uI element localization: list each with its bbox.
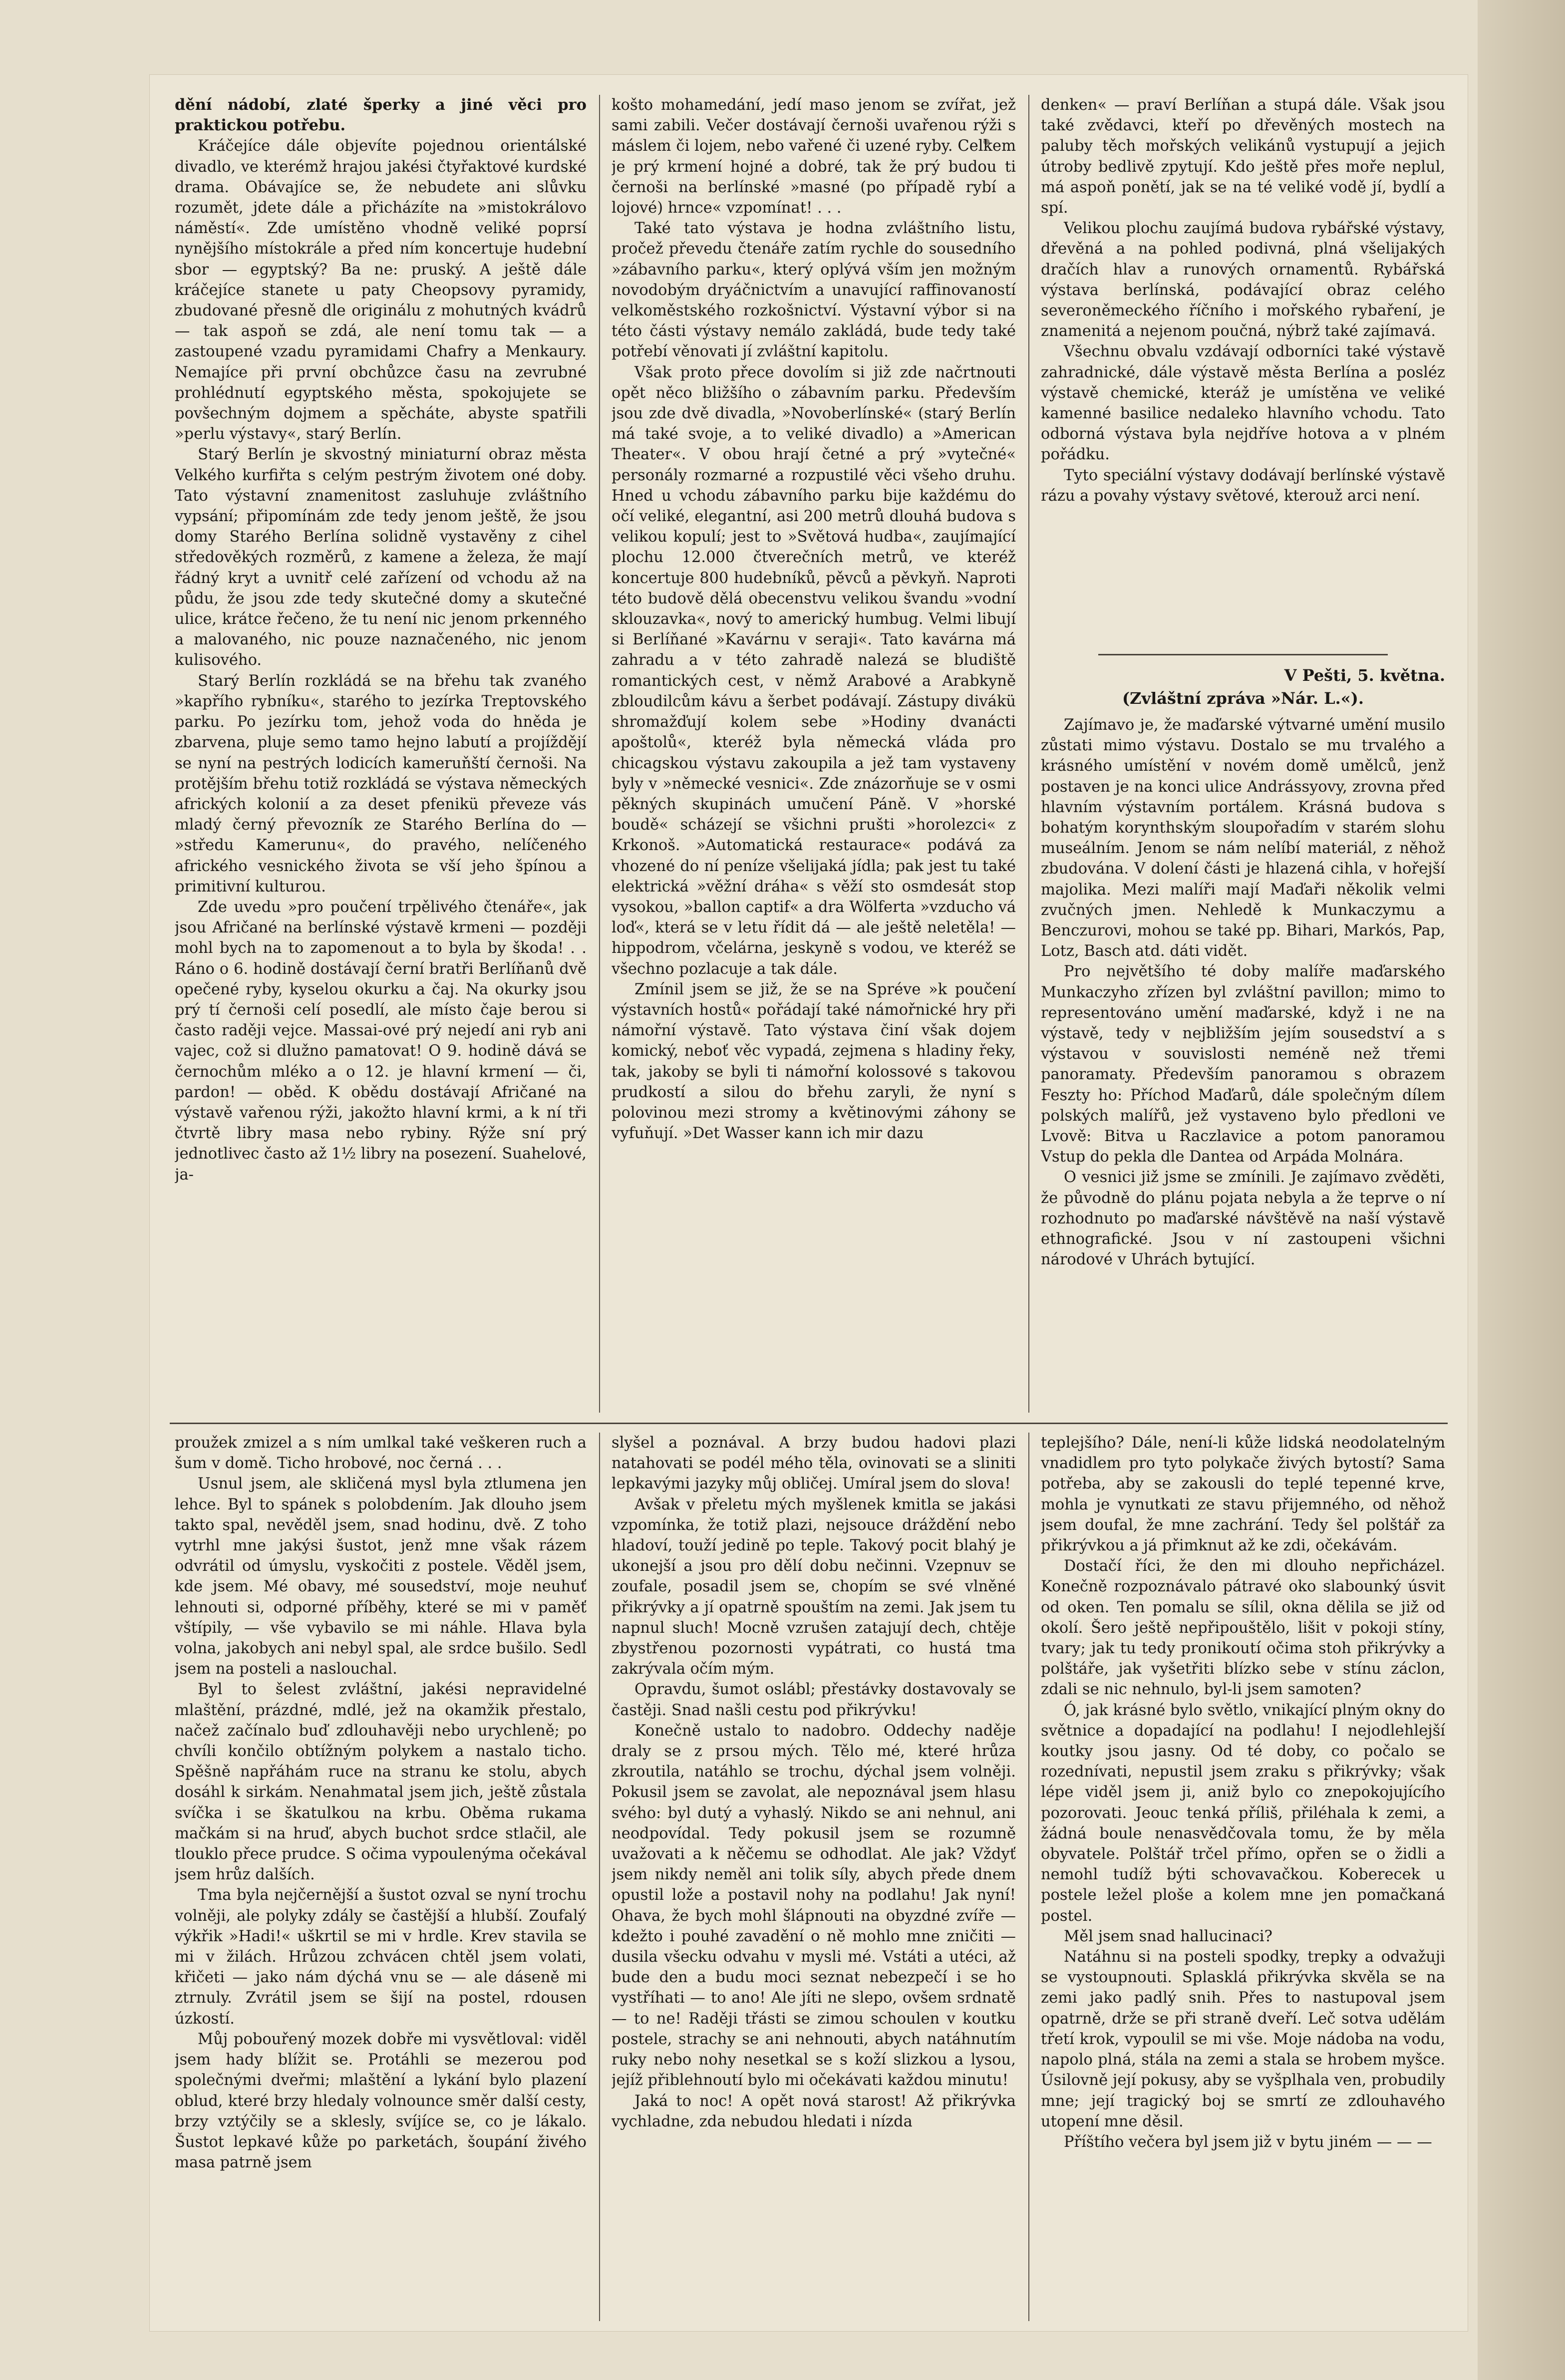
paragraph: Dostačí říci, že den mi dlouho nepřicházel. Konečně rozpoznávalo pátravé oko slabounký úsvit od oken. Ten pomalu se sílil, okna dělila se již od okolí. Šero ještě nepřipouštělo, lišit v pokoji stíny, tvary; jak tu tedy pronikoutí očima stoh přikrývky a polštáře, jak vyšetřiti blízko sebe v stínu záclon, zdali se nic nehnulo, byl-li jsem samoten? (1041, 1557, 1445, 1699)
feuilleton-column-3 (1041, 1433, 1445, 2321)
column-1-top (175, 95, 587, 1415)
paragraph: Všechnu obvalu vzdávají odborníci také výstavě zahradnické, dále výstavě města Berlína a posléz výstavě chemické, kteráž je umístěna ve veliké kamenné basilice nedaleko hlavního vchodu. Tato odborná výstava byla nejdříve hotova a v plném pořádku. (1041, 343, 1445, 464)
page-margin-shadow (1478, 0, 1565, 2380)
paragraph: Zajímavo je, že maďarské výtvarné umění musilo zůstati mimo výstavu. Dostalo se mu trvalého a krásného umístění v novém domě umělců, jenž postaven je na konci ulice Andrássyovy, zrovna před hlavním výstavním portálem. Krásná budova s bohatým korynthským sloupořadím v starém slohu museálním. Jenom se nám nelíbí materiál, z něhož zbudována. V dolení části je hlazená cihla, v hořejší majolika. Mezi malíři mají Maďaři několik velmi zvučných jmen. Nehledě k Munkaczymu a Benczurovi, mohou se také pp. Bihari, Markós, Pap, Lotz, Basch atd. dáti vidět. (1041, 716, 1445, 960)
paragraph: slyšel a poznával. A brzy budou hadovi plazi natahovati se podél mého těla, ovinovati se a sliniti lepkavými jazyky můj obličej. Umíral jsem do slova! (612, 1434, 1016, 1493)
paragraph: košto mohamedání, jedí maso jenom se zvířat, jež sami zabili. Večer dostávají černoši uvařenou rýži s máslem či lojem, nebo vařené či uzené ryby. Celkem je prý krmení hojné a dobré, tak že prý budou ti černoši na berlínské »masné (po případě rybí a lojové) hrnce« vzpomínat! . . . (612, 96, 1016, 217)
paragraph: Jaká to noc! A opět nová starost! Až přikrývka vychladne, zda nebudou hledati i nízda (612, 2092, 1016, 2130)
paragraph: dění nádobí, zlaté šperky a jiné věci pro praktickou potřebu. (175, 96, 587, 135)
paragraph: Měl jsem snad hallucinaci? (1064, 1927, 1273, 1945)
column-divider (599, 1433, 600, 2321)
column-divider (599, 95, 600, 1413)
column-divider (1028, 1433, 1029, 2321)
paragraph: Starý Berlín je skvostný miniaturní obraz města Velkého kurfiřta s celým pestrým životem oné doby. Tato výstavní znamenitost zasluhuje zvláštního vypsání; připomínám zde tedy jenom ještě, že jsou domy Starého Berlína solidně vystavěny z cihel středověkých rozměrů, z kamene a železa, že mají řádný kryt a uvnitř celé zařízení od vchodu až na půdu, že jsou zde tedy skutečné domy a skutečné ulice, krátce řečeno, že tu není nic jenom prkenného a malovaného, nic pouze naznačeného, nic jenom kulisového. (175, 446, 587, 669)
paragraph: Avšak v přeletu mých myšlenek kmitla se jakási vzpomínka, že totiž plazi, nejsouce dráždění nebo hladoví, touží jedině po teple. Takový pocit blahý je ukonejší a jsou pro dělí dobu nečinni. Vzepnuv se zoufale, posadil jsem se, chopím se své vlněné přikrývky a jí opatrně spouštím na zemi. Jak jsem tu napnul sluch! Mocně vzrušen zatajují dech, chtěje zbystřenou pozornosti vypátrati, co hustá tma zakrývala očím mým. (612, 1495, 1016, 1678)
section-divider (1098, 654, 1388, 655)
paragraph: Příštího večera byl jsem již v bytu jiném — — — (1064, 2133, 1432, 2151)
section-subtitle: (Zvláštní zpráva »Nár. L.«). (1122, 689, 1364, 708)
newspaper-page (150, 75, 1468, 2331)
paragraph: Zmínil jsem se již, že se na Spréve »k poučení výstavních hostů« pořádají také námořnické hry při námořní výstavě. Tato výstava činí však dojem komický, neboť věc vypadá, zejmena s hladiny řeky, tak, jakoby se byli ti námořní kolossové s takovou prudkostí a silou do břehu zaryli, že nyní s polovinou mezi stromy a květinovými záhony se vyfuňují. »Det Wasser kann ich mir dazu (612, 980, 1016, 1143)
feuilleton-divider (170, 1423, 1448, 1424)
dateline: V Pešti, 5. května. (1284, 666, 1445, 685)
feuilleton-column-2 (612, 1433, 1016, 2321)
column-3-section (1041, 664, 1445, 1415)
paragraph: Můj pobouřený mozek dobře mi vysvětloval: viděl jsem hady blížit se. Protáhli se mezerou pod společnými dveřmi; mlaštění a lykání bylo plazení oblud, které brzy hledaly volnounce směr další cesty, brzy vztýčily se a sklesly, svíjíce se, co je lákalo. Šustot lepkavé kůže po parketách, šoupání živého masa patrně jsem (175, 2030, 587, 2172)
paragraph: Opravdu, šumot oslábl; přestávky dostavovaly se častěji. Snad našli cestu pod přikrývku! (612, 1681, 1016, 1719)
paragraph: Natáhnu si na posteli spodky, trepky a odvažuji se vystoupnouti. Splasklá přikrývka skvěla se na zemi jako padlý snih. Přes to nastupoval jsem opatrně, drže se při straně dveří. Leč sotva udělám třetí krok, vypoulil se mi vše. Moje nádoba na vodu, napolo plná, stála na zemi a stala se hrobem myšce. Úsilovně její pokusy, aby se vyšplhala ven, probudily mne; její tragický boj se smrtí ze zdlouhavého utopení mne děsil. (1041, 1948, 1445, 2130)
column-3-top (1041, 95, 1445, 646)
paragraph: O vesnici již jsme se zmínili. Je zajímavo zvěděti, že původně do plánu pojata nebyla a že teprve o ní rozhodnuto po maďarské návštěvě na naší výstavě ethnografické. Jsou v ní zastoupeni všichni národové v Uhrách bytující. (1041, 1169, 1445, 1269)
paragraph: proužek zmizel a s ním umlkal také veškeren ruch a šum v domě. Ticho hrobové, noc černá . . . (175, 1434, 587, 1473)
paragraph: Velikou plochu zaujímá budova rybářské výstavy, dřevěná a na pohled podivná, plná všelijakých dračích hlav a runových ornamentů. Rybářská výstava berlínská, podávající obraz celého severoněmeckého říčního i mořského rybaření, je znamenitá a nejenom poučná, nýbrž také zajímavá. (1041, 220, 1445, 340)
paragraph: Tyto speciální výstavy dodávají berlínské výstavě rázu a povahy výstavy světové, kterouž arci není. (1041, 466, 1445, 505)
column-3-section-body (1041, 715, 1445, 1270)
column-2-top (612, 95, 1016, 1415)
paragraph: Ó, jak krásné bylo světlo, vnikající plným okny do světnice a dopadající na podlahu! I nejodlehlejší koutky jsou jasny. Od té doby, co počalo se rozednívati, nepustil jsem zraku s přikrývky; však lépe viděl jsem ji, aniž bylo co znepokojujícího pozorovati. Jeouc tenká příliš, přiléhala k zemi, a žádná boule nenasvědčovala tomu, že by měla obyvatele. Polštář trčel přímo, opřen se o židli a nemohl tudíž býti schovavačkou. Koberecek u postele ležel ploše a kolem mne jen pomačkaná postel. (1041, 1701, 1445, 1925)
paragraph: Byl to šelest zvláštní, jakési nepravidelné mlaštění, prázdné, mdlé, jež na okamžik přestalo, načež začínalo buď zdlouhavěji nebo urychleně; po chvíli končilo obtížným polykem a nastalo ticho. Spěšně napřáhám ruce na stranu ke stolu, abych dosáhl k sirkám. Nenahmatal jsem jich, ještě zůstala svíčka i se škatulkou na krbu. Oběma rukama mačkám si na hruď, abych buchot srdce stlačil, ale tlouklo přece prudce. S očima vypoulenýma očekával jsem hrůz dalších. (175, 1681, 587, 1884)
paragraph: Usnul jsem, ale skličená mysl byla ztlumena jen lehce. Byl to spánek s polobdením. Jak dlouho jsem takto spal, nevěděl jsem, snad hodinu, dvě. Z toho vytrhl mne jakýsi šustot, jenž mne však rázem odvrátil od úmyslu, vyskočiti z postele. Věděl jsem, kde jsem. Mé obavy, mé sousedství, moje neuhuť lehnouti si, odporné příběhy, které se mi v paměť vštípily, — vše vybavilo se mi náhle. Hlava byla volna, jakobych ani nebyl spal, ale srdce bušilo. Sedl jsem na posteli a naslouchal. (175, 1475, 587, 1678)
paragraph: Konečně ustalo to nadobro. Oddechy naděje draly se z prsou mých. Tělo mé, které hrůza zkroutila, natáhlo se trochu, dýchal jsem volněji. Pokusil jsem se zavolat, ale nepoznával jsem hlasu svého: byl dutý a vyhaslý. Nikdo se ani nehnul, ani neodpovídal. Tedy pokusil jsem se rozumně uvažovati a k něčemu se odhodlat. Ale jak? Vždyť jsem nikdy neměl ani tolik síly, abych přede dnem opustil lože a postavil nohy na podlahu! Jak nyní! Ohava, že bych mohl šlápnouti na obyzdné zvíře — kdežto i pouhé zavadění o ně mohlo mne zničiti — dusila všecku odvahu v mysli mé. Vstáti a utéci, až bude den a budu moci seznat nebezpečí i se ho vystříhati — to ano! Ale jíti ne slepo, ovšem srdnatě — to ne! Raději třásti se zimou schoulen v koutku postele, strachy se ani nehnouti, abych natáhnutím ruky nebo nohy nesetkal se s koží slizkou a lysou, jejíž přiblehnoutí bylo mi očekávati každou minutu! (612, 1722, 1016, 2089)
paragraph: denken« — praví Berlíňan a stupá dále. Však jsou také zvědavci, kteří po dřevěných mostech na paluby těch mořských velikánů vystupují a jejich útroby bedlivě zpytují. Kdo ještě přes moře neplul, má aspoň ponětí, jak se na té veliké vodě jí, bydlí a spí. (1041, 96, 1445, 217)
paragraph: Pro největšího té doby malíře maďarského Munkaczyho zřízen byl zvláštní pavillon; mimo to representováno umění maďarské, když i ne na výstavě, tedy v nejbližším jejím sousedství a s výstavou v souvislosti neméně než třemi panoramaty. Především panoramou s obrazem Feszty ho: Příchod Maďarů, dále společným dílem polských malířů, jež vystaveno bylo předloni ve Lvově: Bitva u Raczlavice a potom panoramou Vstup do pekla dle Dantea od Arpáda Molnára. (1041, 963, 1445, 1166)
column-divider (1028, 95, 1029, 1413)
paragraph: Zde uvedu »pro poučení trpělivého čtenáře«, jak jsou Afričané na berlínské výstavě krmeni — později mohl bych na to zapomenout a to byla by škoda! . . Ráno o 6. hodině dostávají černí bratři Berlíňanů dvě opečené ryby, kyselou okurku a čaj. Na okurky jsou prý tí černoši celí posedlí, ale místo čaje berou si často raději vejce. Massai-ové prý nejedí ani ryb ani vajec, což si dlužno pamatovat! O 9. hodině dává se černochům mléko a o 12. je hlavní krmení — či, pardon! — oběd. K obědu dostávají Afričané na výstavě vařenou rýži, jakožto hlavní krmi, a k ní tři čtvrtě libry masa nebo rybiny. Rýže sní prý jednotlivec často až 1½ libry na posezení. Suahelové, ja- (175, 898, 587, 1184)
paragraph: Starý Berlín rozkládá se na břehu tak zvaného »kapřího rybníku«, starého to jezírka Treptovského parku. Po jezírku tom, jehož voda do hněda je zbarvena, pluje semo tamo hejno labutí a projíždějí se nyní na pestrých lodicích kameruňští černoši. Na protějším břehu totiž rozkládá se výstava německých afrických kolonií a za deset pfenikü převeze vás mladý černý převozník ze Starého Berlína do — »středu Kamerunu«, do pravého, nelíčeného afrického vesnického života se vší jeho špínou a primitivní kulturou. (175, 672, 587, 895)
paragraph: Kráčejíce dále objevíte pojednou orientálské divadlo, ve kterémž hrajou jakési čtyřaktové kurdské drama. Obávajíce se, že nebudete ani slůvku rozumět, jdete dále a přicházíte na »mistokrálovo náměstí«. Zde umístěno vhodně veliké poprsí nynějšího místokrále a před ním koncertuje hudební sbor — egyptský? Ba ne: pruský. A ještě dále kráčejíce stanete u paty Cheopsovy pyramidy, zbudované přesně dle originálu z mohutných kvádrů — tak aspoň se zdá, ale není tomu tak — a zastoupené vzadu pyramidami Chafry a Menkaury. Nemajíce při první obchůzce času na zevrubné prohlédnutí egyptského města, spokojujete se povšechným dojmem a spěcháte, abyste spatřili »perlu výstavy«, starý Berlín. (175, 137, 587, 443)
paragraph: Tma byla nejčernější a šustot ozval se nyní trochu volněji, ale polyky zdály se častější a hlubší. Zoufalý výkřik »Hadi!« uškrtil se mi v hrdle. Krev stavila se mi v žilách. Hrůzou zchvácen chtěl jsem volati, křičeti — jako nám dýchá vnu se — ale dáseně mi ztrnuly. Zvrátil jsem se šijí na postel, rdousen úzkostí. (175, 1886, 587, 2028)
paragraph: Také tato výstava je hodna zvláštního listu, pročež převedu čtenáře zatím rychle do sousedního »zábavního parku«, který oplývá vším jen možným novodobým dryáčnictvím a unavující raffinovaností velkoměstského rozkošnictví. Výstavní výbor si na této části výstavy nemálo zakládá, bude tedy také potřebí věnovati jí zvláštní kapitolu. (612, 220, 1016, 361)
paragraph: Však proto přece dovolím si již zde načrtnouti opět něco bližšího o zábavním parku. Především jsou zde dvě divadla, »Novoberlínské« (starý Berlín má také svoje, a to veliké divadlo) a »American Theater«. V obou hrají četné a prý »vytečné« personály rozmarné a rozpustilé věci všeho druhu. Hned u vchodu zábavního parku bije každému do očí veliké, elegantní, asi 200 metrů dlouhá budova s velikou kopulí; jest to »Světová hudba«, zaujímající plochu 12.000 čtverečních metrů, ve kteréž koncertuje 800 hudebníků, pěvců a pěvkyň. Naproti této budově dělá obecenstvu velikou švandu »vodní sklouzavka«, nový to americký humbug. Velmi libují si Berlíňané »Kavárnu v seraji«. Tato kavárna má zahradu a v této zahradě nalezá se bludiště romantických cest, v němž Arabové a Arabkyně zbloudilcům kávu a šerbet podávají. Zástupy divákü shromažďují kolem sebe »Hodiny dvanácti apoštolů«, kteréž byla německá vláda pro chicagskou výstavu zakoupila a jež tam vystaveny byly v »německé vesnici«. Zde znázorňuje se v osmi pěkných skupinách umučení Páně. V »horské boudě« scházejí se všichni prušti »horolezci« z Krkonoš. »Automatická restaurace« podává za vhozené do ní peníze všelijaká jídla; pak jest tu také elektrická »věžní dráha« s věží sto osmdesát stop vysokou, »ballon captif« a dra Wölferta »vzducho vá loď«, která se v letu řídit dá — ale ještě neletěla! — hippodrom, včelárna, jeskyně s vodou, ve kteréž se všechno pozlacuje a tak dále. (612, 363, 1016, 978)
paragraph: teplejšího? Dále, není-li kůže lidská neodolatelným vnadidlem pro tyto polykače živých bytostí? Sama potřeba, aby se zakousli do teplé tepenné krve, mohla je vynutkati ze stavu přijemného, od něhož jsem doufal, že mne zachrání. Tedy šel polštář za přikrývkou a já přimknut až ke zdi, očekávám. (1041, 1434, 1445, 1555)
feuilleton-column-1 (175, 1433, 587, 2321)
